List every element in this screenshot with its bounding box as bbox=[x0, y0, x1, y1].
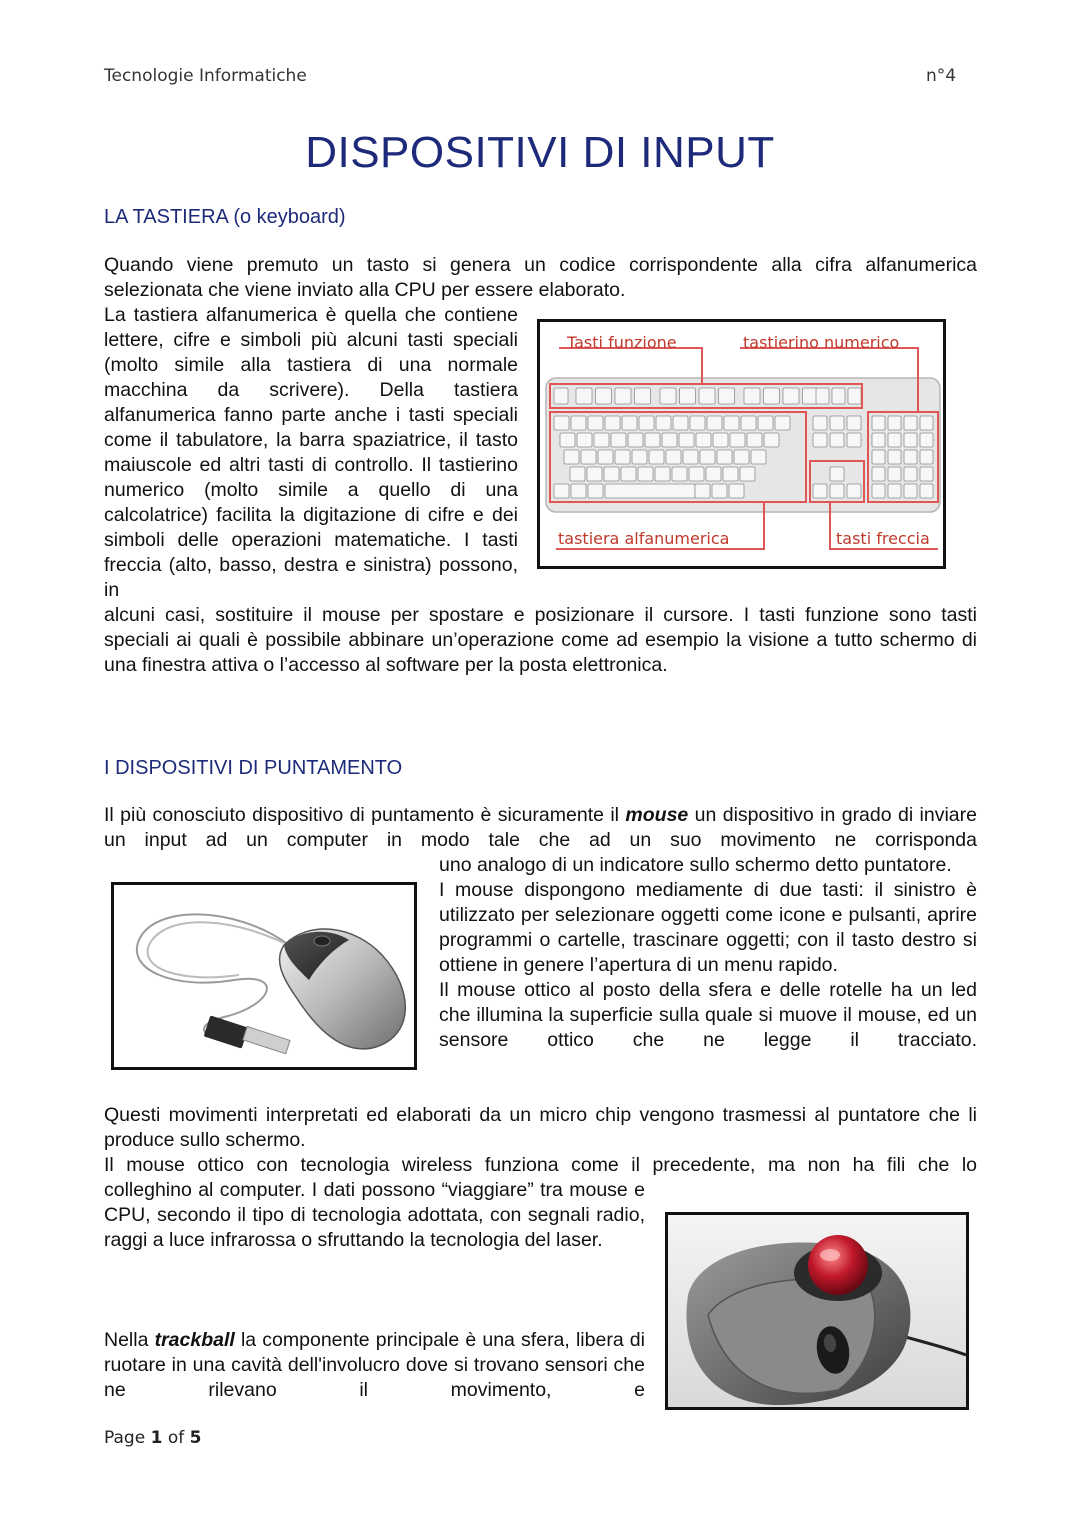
intro-bold-mouse: mouse bbox=[625, 804, 689, 826]
label-function-keys: Tasti funzione bbox=[567, 333, 677, 352]
label-numeric-keypad: tastierino numerico bbox=[743, 333, 900, 352]
keyboard-key bbox=[872, 450, 885, 464]
keyboard-key bbox=[730, 433, 745, 447]
keyboard-key bbox=[872, 433, 885, 447]
intro-before: Il più conosciuto dispositivo di puntamento è sicuramente il bbox=[104, 804, 626, 826]
keyboard-key bbox=[813, 433, 827, 447]
trackball-figure bbox=[665, 1212, 969, 1410]
keyboard-key bbox=[724, 416, 739, 430]
keyboard-key bbox=[554, 388, 568, 404]
keyboard-key bbox=[605, 484, 695, 498]
keyboard-key bbox=[662, 433, 677, 447]
keyboard-intro bbox=[104, 253, 977, 303]
keyboard-key bbox=[832, 388, 845, 404]
wireless-wrap: colleghino al computer. I dati possono “viaggiare” tra mouse e CPU, secondo il tipo di tecnologia adottata, con segnali radio, raggi a luce infrarossa o sfruttando la tecnologia del laser. bbox=[104, 1179, 645, 1251]
keyboard-key bbox=[830, 484, 844, 498]
keyboard-key bbox=[683, 450, 698, 464]
keyboard-key bbox=[615, 388, 631, 404]
keyboard-key bbox=[672, 467, 687, 481]
keyboard-key bbox=[830, 416, 844, 430]
pointing-full-text bbox=[104, 1103, 977, 1178]
trackball-after: la componente principale è una sfera, libera di ruotare in una cavità dell'involucro dove si trovano sensori che ne rilevano il movimento, e bbox=[104, 1329, 645, 1401]
keyboard-key bbox=[679, 433, 694, 447]
keyboard-wrap-text bbox=[104, 303, 518, 603]
keyboard-key bbox=[696, 433, 711, 447]
keyboard-key bbox=[888, 416, 901, 430]
keyboard-key bbox=[904, 450, 917, 464]
keyboard-key bbox=[830, 467, 844, 481]
keyboard-key bbox=[689, 467, 704, 481]
keyboard-key bbox=[635, 388, 651, 404]
keyboard-key bbox=[706, 467, 721, 481]
wireless-wrap-text bbox=[104, 1178, 645, 1253]
keyboard-key bbox=[649, 450, 664, 464]
keyboard-key bbox=[632, 450, 647, 464]
keyboard-key bbox=[847, 433, 861, 447]
keyboard-key bbox=[700, 450, 715, 464]
keyboard-key bbox=[656, 416, 671, 430]
keyboard-key bbox=[872, 416, 885, 430]
pointing-heading: I DISPOSITIVI DI PUNTAMENTO bbox=[104, 757, 403, 779]
keyboard-key bbox=[920, 450, 933, 464]
pointing-intro bbox=[104, 803, 977, 853]
trackball-illustration bbox=[668, 1215, 966, 1407]
keyboard-key bbox=[604, 467, 619, 481]
keyboard-key bbox=[888, 484, 901, 498]
keyboard-key bbox=[564, 450, 579, 464]
keyboard-key bbox=[645, 433, 660, 447]
keyboard-key bbox=[621, 467, 636, 481]
keyboard-key bbox=[638, 467, 653, 481]
keyboard-continuation-text: alcuni casi, sostituire il mouse per spostare e posizionare il cursore. I tasti funzione sono tasti speciali ai quali è possibile abbinare un’operazione come ad esempio la visione a tutto schermo di una finestra attiva o l’accesso al software per la posta elettronica. bbox=[104, 604, 977, 676]
mouse-wrap-1: uno analogo di un indicatore sullo schermo detto puntatore. bbox=[439, 854, 952, 876]
keyboard-key bbox=[680, 388, 696, 404]
keyboard-key bbox=[872, 484, 885, 498]
keyboard-key bbox=[588, 416, 603, 430]
keyboard-key bbox=[594, 433, 609, 447]
keyboard-key bbox=[717, 450, 732, 464]
keyboard-key bbox=[764, 388, 780, 404]
keyboard-key bbox=[581, 450, 596, 464]
keyboard-key bbox=[628, 433, 643, 447]
keyboard-key bbox=[872, 467, 885, 481]
trackball-paragraph bbox=[104, 1328, 645, 1403]
keyboard-key bbox=[751, 450, 766, 464]
keyboard-key bbox=[847, 484, 861, 498]
keyboard-key bbox=[830, 433, 844, 447]
keyboard-key bbox=[707, 416, 722, 430]
keyboard-key bbox=[920, 433, 933, 447]
keyboard-key bbox=[639, 416, 654, 430]
keyboard-key bbox=[695, 484, 710, 498]
keyboard-key bbox=[570, 467, 585, 481]
keyboard-key bbox=[888, 433, 901, 447]
keyboard-key bbox=[816, 388, 829, 404]
keyboard-key bbox=[666, 450, 681, 464]
keyboard-key bbox=[673, 416, 688, 430]
intro-after: un dispositivo in grado di inviare un input ad un computer in modo tale che ad un suo movimento ne corrisponda bbox=[104, 804, 977, 851]
keyboard-key bbox=[713, 433, 728, 447]
keyboard-key bbox=[660, 388, 676, 404]
keyboard-heading: LA TASTIERA (o keyboard) bbox=[104, 206, 346, 228]
keyboard-key bbox=[690, 416, 705, 430]
keyboard-key bbox=[888, 450, 901, 464]
keyboard-key bbox=[655, 467, 670, 481]
keyboard-figure bbox=[537, 319, 946, 569]
footer-page-word: Page bbox=[104, 1428, 146, 1448]
keyboard-key bbox=[596, 388, 612, 404]
label-arrow-keys: tasti freccia bbox=[836, 529, 930, 548]
footer-page-total: 5 bbox=[189, 1428, 202, 1448]
keyboard-key bbox=[904, 484, 917, 498]
trackball-bold: trackball bbox=[154, 1329, 235, 1351]
keyboard-key bbox=[740, 467, 755, 481]
keyboard-key bbox=[920, 467, 933, 481]
pointing-full-1: Questi movimenti interpretati ed elaborati da un micro chip vengono trasmessi al puntatore che li produce sullo schermo. bbox=[104, 1104, 977, 1151]
keyboard-key bbox=[764, 433, 779, 447]
keyboard-key bbox=[554, 484, 569, 498]
keyboard-key bbox=[554, 416, 569, 430]
keyboard-key bbox=[611, 433, 626, 447]
keyboard-continuation bbox=[104, 603, 977, 678]
mouse-wrap-text bbox=[439, 853, 977, 1053]
mouse-wrap-2: I mouse dispongono mediamente di due tasti: il sinistro è utilizzato per selezionare oggetti come icone e pulsanti, aprire programmi o cartelle, trascinare oggetti; con il tasto destro si ottiene in genere l’apertura di un menu rapido. bbox=[439, 879, 977, 976]
keyboard-key bbox=[741, 416, 756, 430]
pointing-intro-text bbox=[104, 803, 977, 853]
footer-of-word: of bbox=[167, 1428, 185, 1448]
keyboard-key bbox=[571, 484, 586, 498]
trackball-before: Nella bbox=[104, 1329, 155, 1351]
keyboard-key bbox=[813, 484, 827, 498]
keyboard-key bbox=[920, 484, 933, 498]
page-title: DISPOSITIVI DI INPUT bbox=[305, 128, 775, 177]
keyboard-key bbox=[576, 388, 592, 404]
mouse-wrap-3: Il mouse ottico al posto della sfera e delle rotelle ha un led che illumina la superficie sulla quale si muove il mouse, ed un sensore ottico che ne legge il tracciato. bbox=[439, 979, 977, 1051]
keyboard-key bbox=[904, 416, 917, 430]
keyboard-wrap-paragraph: La tastiera alfanumerica è quella che contiene lettere, cifre e simboli più alcuni tasti speciali (molto simile alla tastiera di una normale macchina da scrivere). Della tastiera alfanumerica fanno parte anche i tasti speciali come il tabulatore, la barra spaziatrice, il tasto maiuscole ed altri tasti di controllo. Il tastierino numerico (molto simile a quello di una calcolatrice) facilita la digitazione di cifre e dei simboli delle operazioni matematiche. I tasti freccia (alto, basso, destra e sinistra) possono, in bbox=[104, 304, 518, 601]
keyboard-key bbox=[775, 416, 790, 430]
keyboard-key bbox=[783, 388, 799, 404]
keyboard-key bbox=[571, 416, 586, 430]
keyboard-key bbox=[587, 467, 602, 481]
keyboard-key bbox=[605, 416, 620, 430]
keyboard-key bbox=[747, 433, 762, 447]
keyboard-key bbox=[699, 388, 715, 404]
keyboard-key bbox=[744, 388, 760, 404]
keyboard-key bbox=[560, 433, 575, 447]
keyboard-key bbox=[588, 484, 603, 498]
mouse-illustration bbox=[114, 885, 414, 1067]
keyboard-key bbox=[577, 433, 592, 447]
trackball-text bbox=[104, 1328, 645, 1403]
keyboard-key bbox=[848, 388, 861, 404]
keyboard-key bbox=[847, 416, 861, 430]
page-footer bbox=[104, 1428, 201, 1448]
keyboard-key bbox=[598, 450, 613, 464]
keyboard-key bbox=[920, 416, 933, 430]
label-alphanumeric: tastiera alfanumerica bbox=[558, 529, 730, 548]
keyboard-key bbox=[904, 433, 917, 447]
keyboard-key bbox=[729, 484, 744, 498]
keyboard-key bbox=[888, 467, 901, 481]
footer-page-num: 1 bbox=[150, 1428, 163, 1448]
keyboard-key bbox=[723, 467, 738, 481]
keyboard-key bbox=[734, 450, 749, 464]
header-number: n°4 bbox=[926, 66, 957, 86]
header-subject: Tecnologie Informatiche bbox=[104, 66, 307, 86]
keyboard-key bbox=[719, 388, 735, 404]
keyboard-key bbox=[622, 416, 637, 430]
keyboard-key bbox=[712, 484, 727, 498]
keyboard-key bbox=[813, 416, 827, 430]
keyboard-key bbox=[615, 450, 630, 464]
keyboard-key bbox=[904, 467, 917, 481]
keyboard-key bbox=[758, 416, 773, 430]
mouse-figure bbox=[111, 882, 417, 1070]
keyboard-intro-text: Quando viene premuto un tasto si genera un codice corrispondente alla cifra alfanumerica selezionata che viene inviato alla CPU per essere elaborato. bbox=[104, 254, 977, 301]
pointing-full-2: Il mouse ottico con tecnologia wireless funziona come il precedente, ma non ha fili che lo bbox=[104, 1154, 977, 1176]
